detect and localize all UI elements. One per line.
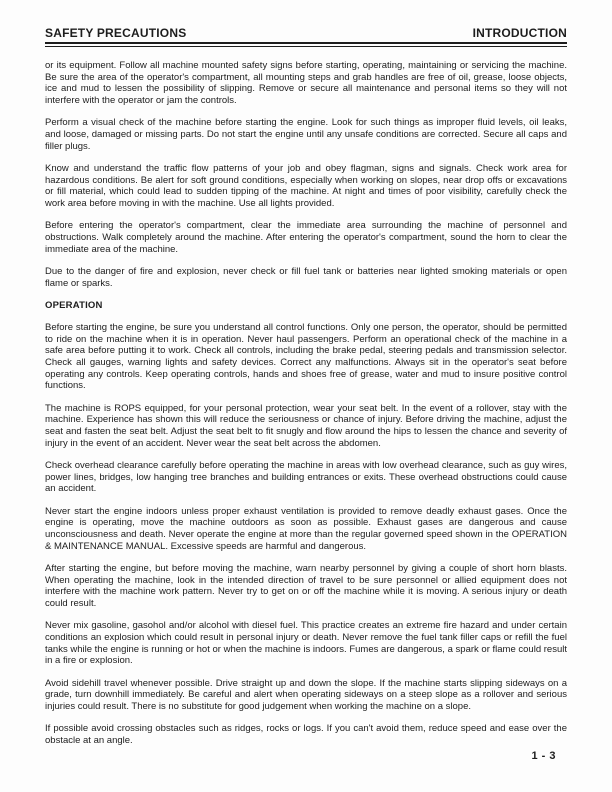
header-section-title: SAFETY PRECAUTIONS: [45, 26, 187, 40]
paragraph: Due to the danger of fire and explosion, never check or fill fuel tank or batteries near lighted smoking materials or open flame or sparks.: [45, 265, 567, 289]
page-header: [45, 26, 567, 44]
paragraph: After starting the engine, but before moving the machine, warn nearby personnel by giving a couple of short horn blasts. When operating the machine, look in the intended direction of travel to be sure personnel or allied equipment does not interfere with the machine work pattern. Never try to get on or off the machine while it is moving. A serious injury or death could result.: [45, 562, 567, 610]
paragraph: The machine is ROPS equipped, for your personal protection, wear your seat belt. In the event of a rollover, stay with the machine. Experience has shown this will reduce the seriousness or chance of injury. Before driving the machine, adjust the seat and fasten the seat belt. Adjust the seat belt to fit snugly and flow around the hips to lessen the chance and severity of injury in the event of an accident. Never wear the seat belt across the abdomen.: [45, 402, 567, 449]
paragraph: Know and understand the traffic flow patterns of your job and obey flagman, signs and signals. Check work area for hazardous conditions. Be alert for soft ground conditions, especially when working on slopes, near drop offs or excavations or fill material, which could lead to sudden tipping of the machine. At night and times of poor visibility, carefully check the work area before moving in with the machine. Use all lights provided.: [45, 162, 567, 210]
paragraph: Check overhead clearance carefully before operating the machine in areas with low overhead clearance, such as guy wires, power lines, bridges, low hanging tree branches and building entrances or exits. These overhead obstructions could cause an accident.: [45, 459, 567, 495]
paragraph: Perform a visual check of the machine before starting the engine. Look for such things as improper fluid levels, oil leaks, and loose, damaged or missing parts. Do not start the engine until any unsafe conditions are corrected. Secure all caps and filler plugs.: [45, 117, 567, 152]
header-chapter-title: INTRODUCTION: [472, 26, 567, 40]
paragraph: Avoid sidehill travel whenever possible. Drive straight up and down the slope. If the machine starts slipping sideways on a grade, turn downhill immediately. Be careful and alert when operating sideways on a steep slope as a rollover and serious injuries could result. There is no substitute for good judgement when working the machine on a slope.: [45, 677, 567, 712]
paragraph: Never start the engine indoors unless proper exhaust ventilation is provided to remove deadly exhaust gases. Once the engine is operating, move the machine outdoors as soon as possible. Exhaust gases are dangerous and cause unconsciousness and death. Never operate the engine at more than the regular governed speed shown in the OPERATION & MAINTENANCE MANUAL. Excessive speeds are harmful and dangerous.: [45, 505, 567, 552]
paragraph: If possible avoid crossing obstacles such as ridges, rocks or logs. If you can't avoid them, reduce speed and ease over the obstacle at an angle.: [45, 723, 567, 746]
document-body: [45, 60, 567, 747]
page-number: 1 - 3: [531, 750, 556, 762]
paragraph: Before starting the engine, be sure you understand all control functions. Only one person, the operator, should be permitted to ride on the machine when it is in operation. Never haul passengers. Perform an operational check of the machine in a safe area before putting it to work. Check all controls, including the brake pedal, steering pedals and transmission selector. Check all gauges, warning lights and safety devices. Correct any malfunctions. Always sit in the operator's seat before operating any controls. Keep operating controls, hands and shoes free of grease, water and mud to insure positive control functions.: [45, 321, 567, 392]
section-heading-operation: OPERATION: [45, 299, 103, 311]
paragraph: or its equipment. Follow all machine mounted safety signs before starting, operating, maintaining or servicing the machine. Be sure the area of the operator's compartment, all mounting steps and grab handles are free of oil, grease, loose objects, ice and mud to lessen the possibility of slipping. Remove or secure all maintenance and personal items so they will not interfere with the operator or jam the controls.: [45, 60, 567, 107]
paragraph: Before entering the operator's compartment, clear the immediate area surrounding the machine of personnel and obstructions. Walk completely around the machine. After entering the operator's compartment, sound the horn to clear the immediate area of the machine.: [45, 220, 567, 255]
paragraph: Never mix gasoline, gasohol and/or alcohol with diesel fuel. This practice creates an extreme fire hazard and under certain conditions an explosion which could result in personal injury or death. Never remove the fuel tank filler caps or refill the fuel tanks while the engine is running or hot or when the machine is indoors. Fumes are dangerous, a spark or flame could result in a fire or explosion.: [45, 620, 567, 667]
header-rule: [45, 46, 567, 47]
